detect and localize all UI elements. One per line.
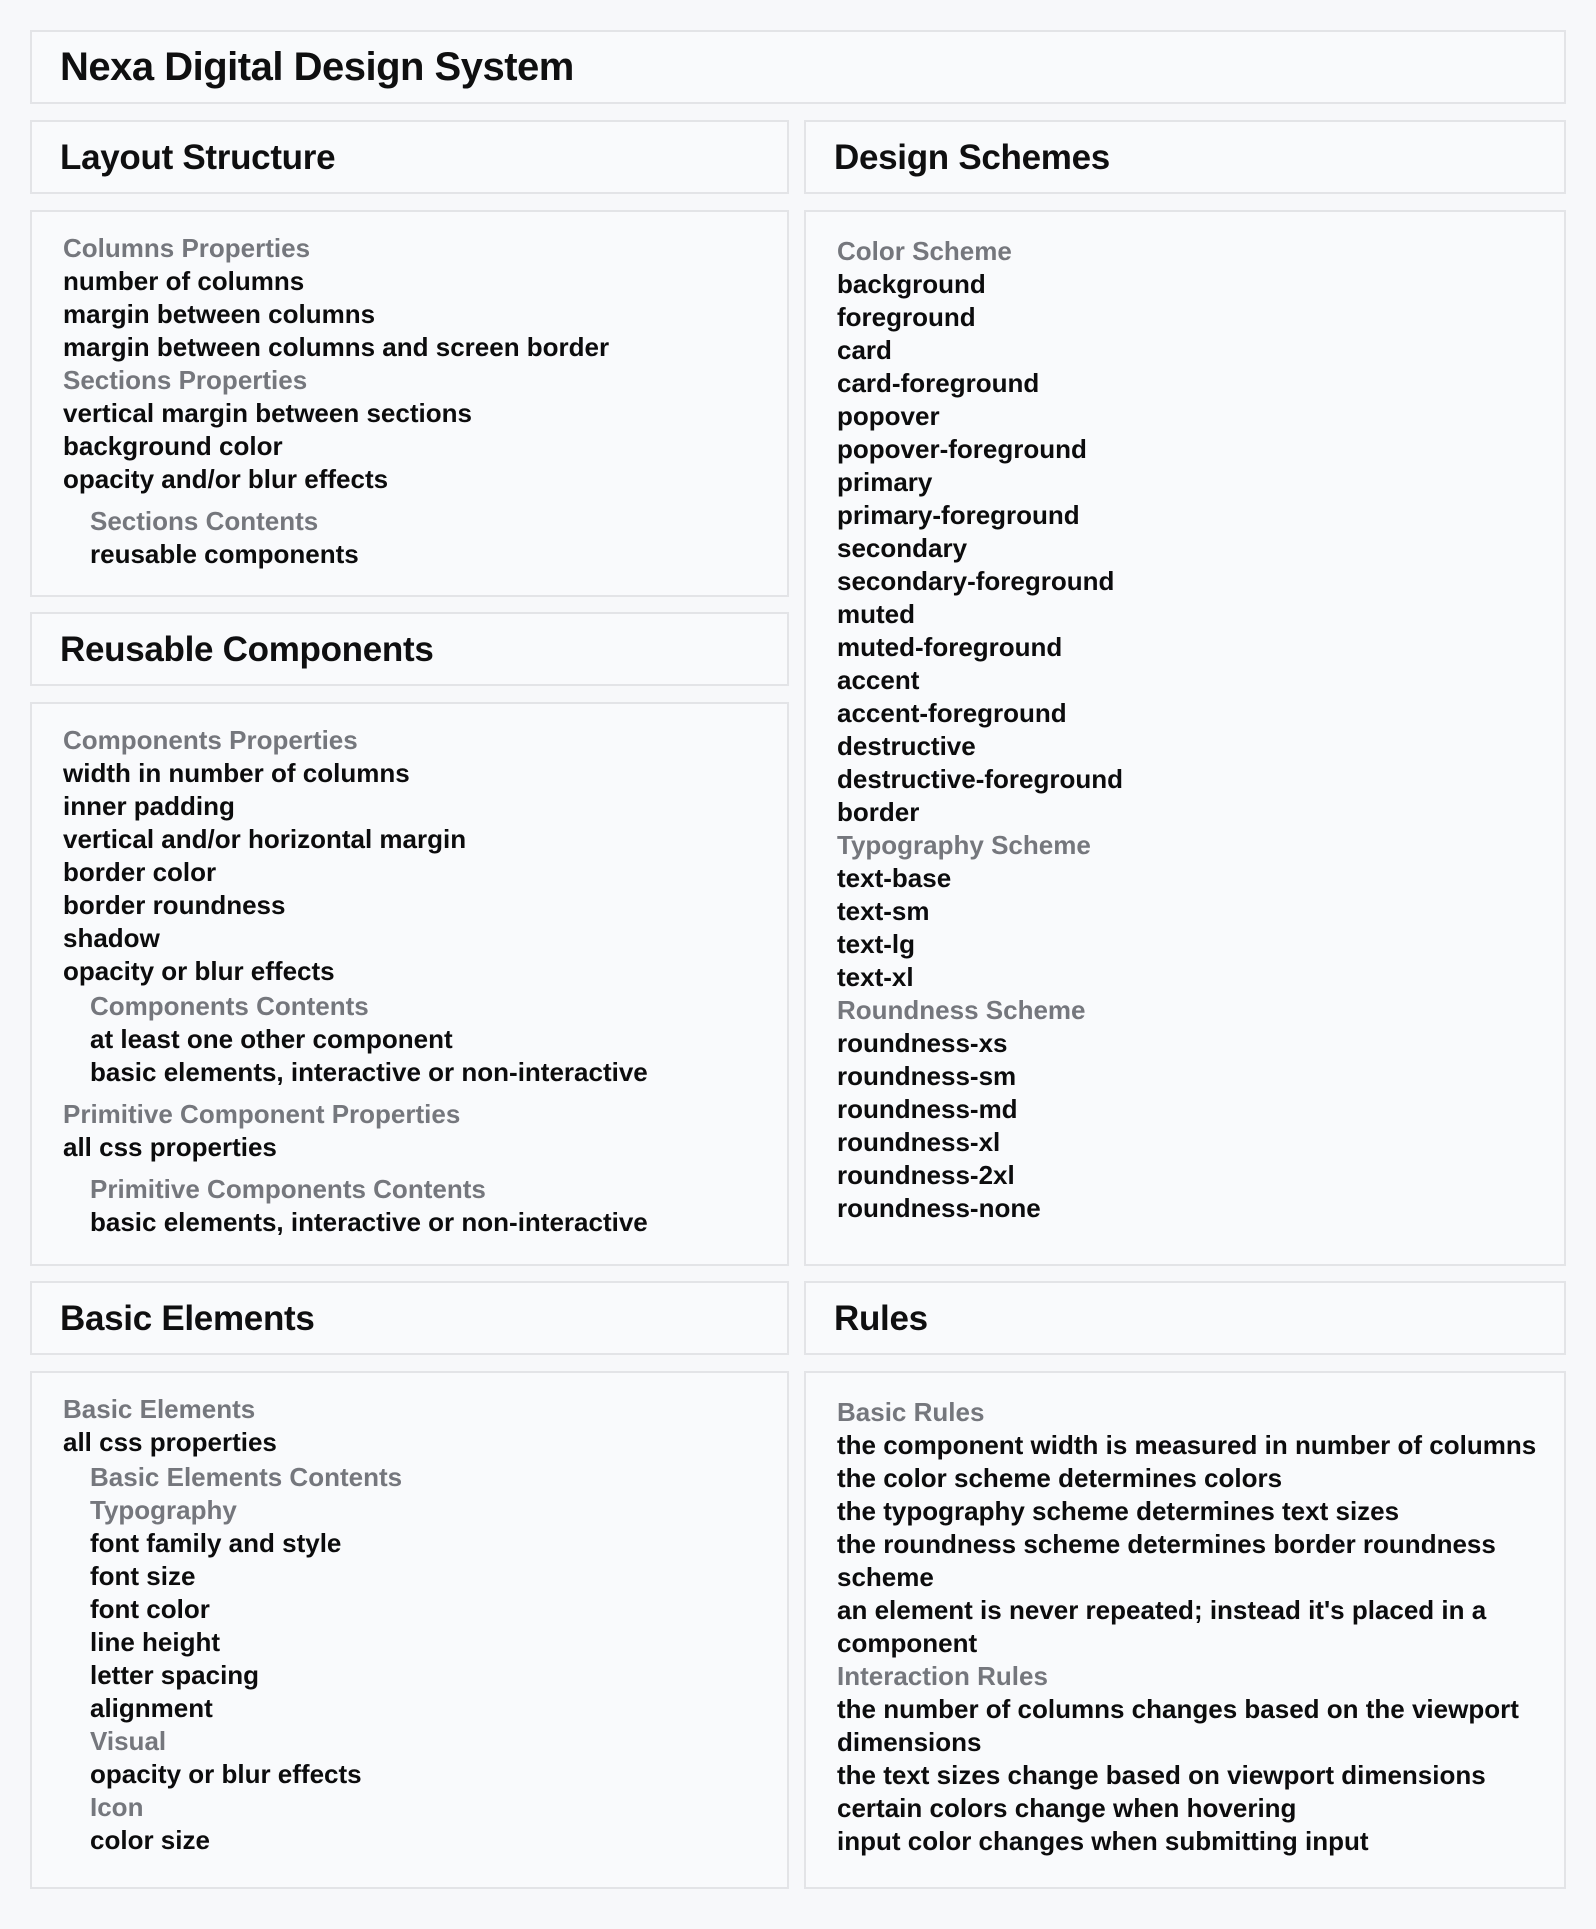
section-label: Color Scheme [837,236,1012,266]
list-item: the color scheme determines colors [837,1463,1283,1493]
list-item: vertical and/or horizontal margin [63,824,467,854]
list-item: certain colors change when hovering [837,1793,1297,1823]
list-item: accent-foreground [837,698,1067,728]
list-item: line height [90,1627,220,1657]
page-title: Nexa Digital Design System [60,45,574,89]
list-item: roundness-sm [837,1061,1017,1091]
section-label: Primitive Components Contents [90,1174,486,1204]
reusable-components-title: Reusable Components [60,630,434,669]
layout-structure-header [30,120,789,194]
basic-elements-header [30,1281,789,1355]
section-label: Components Properties [63,725,358,755]
list-item: letter spacing [90,1660,260,1690]
list-item: the text sizes change based on viewport dimensions [837,1760,1486,1790]
list-item: muted-foreground [837,632,1063,662]
list-item: secondary [837,533,968,563]
list-item: inner padding [63,791,235,821]
list-item: roundness-xs [837,1028,1008,1058]
section-label: Columns Properties [63,233,311,263]
list-item: opacity and/or blur effects [63,464,389,494]
list-item: text-sm [837,896,930,926]
list-item: all css properties [63,1427,277,1457]
list-item: text-lg [837,929,915,959]
section-label: Primitive Component Properties [63,1099,461,1129]
list-item: background [837,269,986,299]
reusable-components-header [30,612,789,686]
list-item: border color [63,857,217,887]
section-label: Basic Elements Contents [90,1462,403,1492]
section-label: Visual [90,1726,167,1756]
list-item: opacity or blur effects [63,956,335,986]
list-item: primary [837,467,933,497]
list-item: text-base [837,863,952,893]
reusable-components-card [30,702,789,1266]
section-label: Icon [90,1792,144,1822]
list-item: margin between columns [63,299,376,329]
list-item: accent [837,665,920,695]
list-item: destructive [837,731,976,761]
list-item: text-xl [837,962,914,992]
layout-structure-title: Layout Structure [60,138,336,177]
list-item: foreground [837,302,976,332]
list-item: roundness-2xl [837,1160,1015,1190]
section-label: Typography Scheme [837,830,1091,860]
section-label: Roundness Scheme [837,995,1086,1025]
list-item: background color [63,431,283,461]
section-label: Typography [90,1495,237,1525]
list-item: card [837,335,892,365]
rules-title: Rules [834,1299,928,1338]
section-label: Components Contents [90,991,369,1021]
list-item: font color [90,1594,210,1624]
list-item: all css properties [63,1132,277,1162]
list-item: secondary-foreground [837,566,1115,596]
section-label: Interaction Rules [837,1661,1048,1691]
list-item: basic elements, interactive or non-interactive [90,1057,648,1087]
list-item: basic elements, interactive or non-interactive [90,1207,648,1237]
list-item: roundness-xl [837,1127,1001,1157]
list-item: reusable components [90,539,359,569]
list-item: an element is never repeated; instead it's placed in a component [837,1595,1487,1658]
list-item: primary-foreground [837,500,1080,530]
section-label: Basic Elements [63,1394,256,1424]
list-item: border roundness [63,890,286,920]
list-item: roundness-md [837,1094,1018,1124]
design-schemes-title: Design Schemes [834,138,1110,177]
list-item: destructive-foreground [837,764,1124,794]
basic-elements-card [30,1371,789,1889]
list-item: alignment [90,1693,213,1723]
rules-header [804,1281,1566,1355]
list-item: the typography scheme determines text sizes [837,1496,1400,1526]
list-item: vertical margin between sections [63,398,472,428]
list-item: muted [837,599,915,629]
list-item: roundness-none [837,1193,1041,1223]
section-label: Basic Rules [837,1397,985,1427]
list-item: at least one other component [90,1024,453,1054]
section-label: Sections Contents [90,506,319,536]
list-item: the roundness scheme determines border roundness scheme [837,1529,1496,1592]
list-item: font family and style [90,1528,342,1558]
list-item: popover-foreground [837,434,1087,464]
basic-elements-title: Basic Elements [60,1299,315,1338]
list-item: border [837,797,920,827]
page-title-card [30,30,1566,104]
list-item: color size [90,1825,210,1855]
list-item: the component width is measured in number of columns [837,1430,1537,1460]
rules-card [804,1371,1566,1889]
layout-structure-card [30,210,789,597]
list-item: the number of columns changes based on the viewport dimensions [837,1694,1519,1757]
design-schemes-card [804,210,1566,1266]
list-item: width in number of columns [63,758,410,788]
list-item: popover [837,401,940,431]
list-item: font size [90,1561,196,1591]
list-item: input color changes when submitting input [837,1826,1369,1856]
list-item: card-foreground [837,368,1040,398]
section-label: Sections Properties [63,365,308,395]
list-item: shadow [63,923,160,953]
list-item: opacity or blur effects [90,1759,362,1789]
design-schemes-header [804,120,1566,194]
list-item: number of columns [63,266,305,296]
list-item: margin between columns and screen border [63,332,610,362]
